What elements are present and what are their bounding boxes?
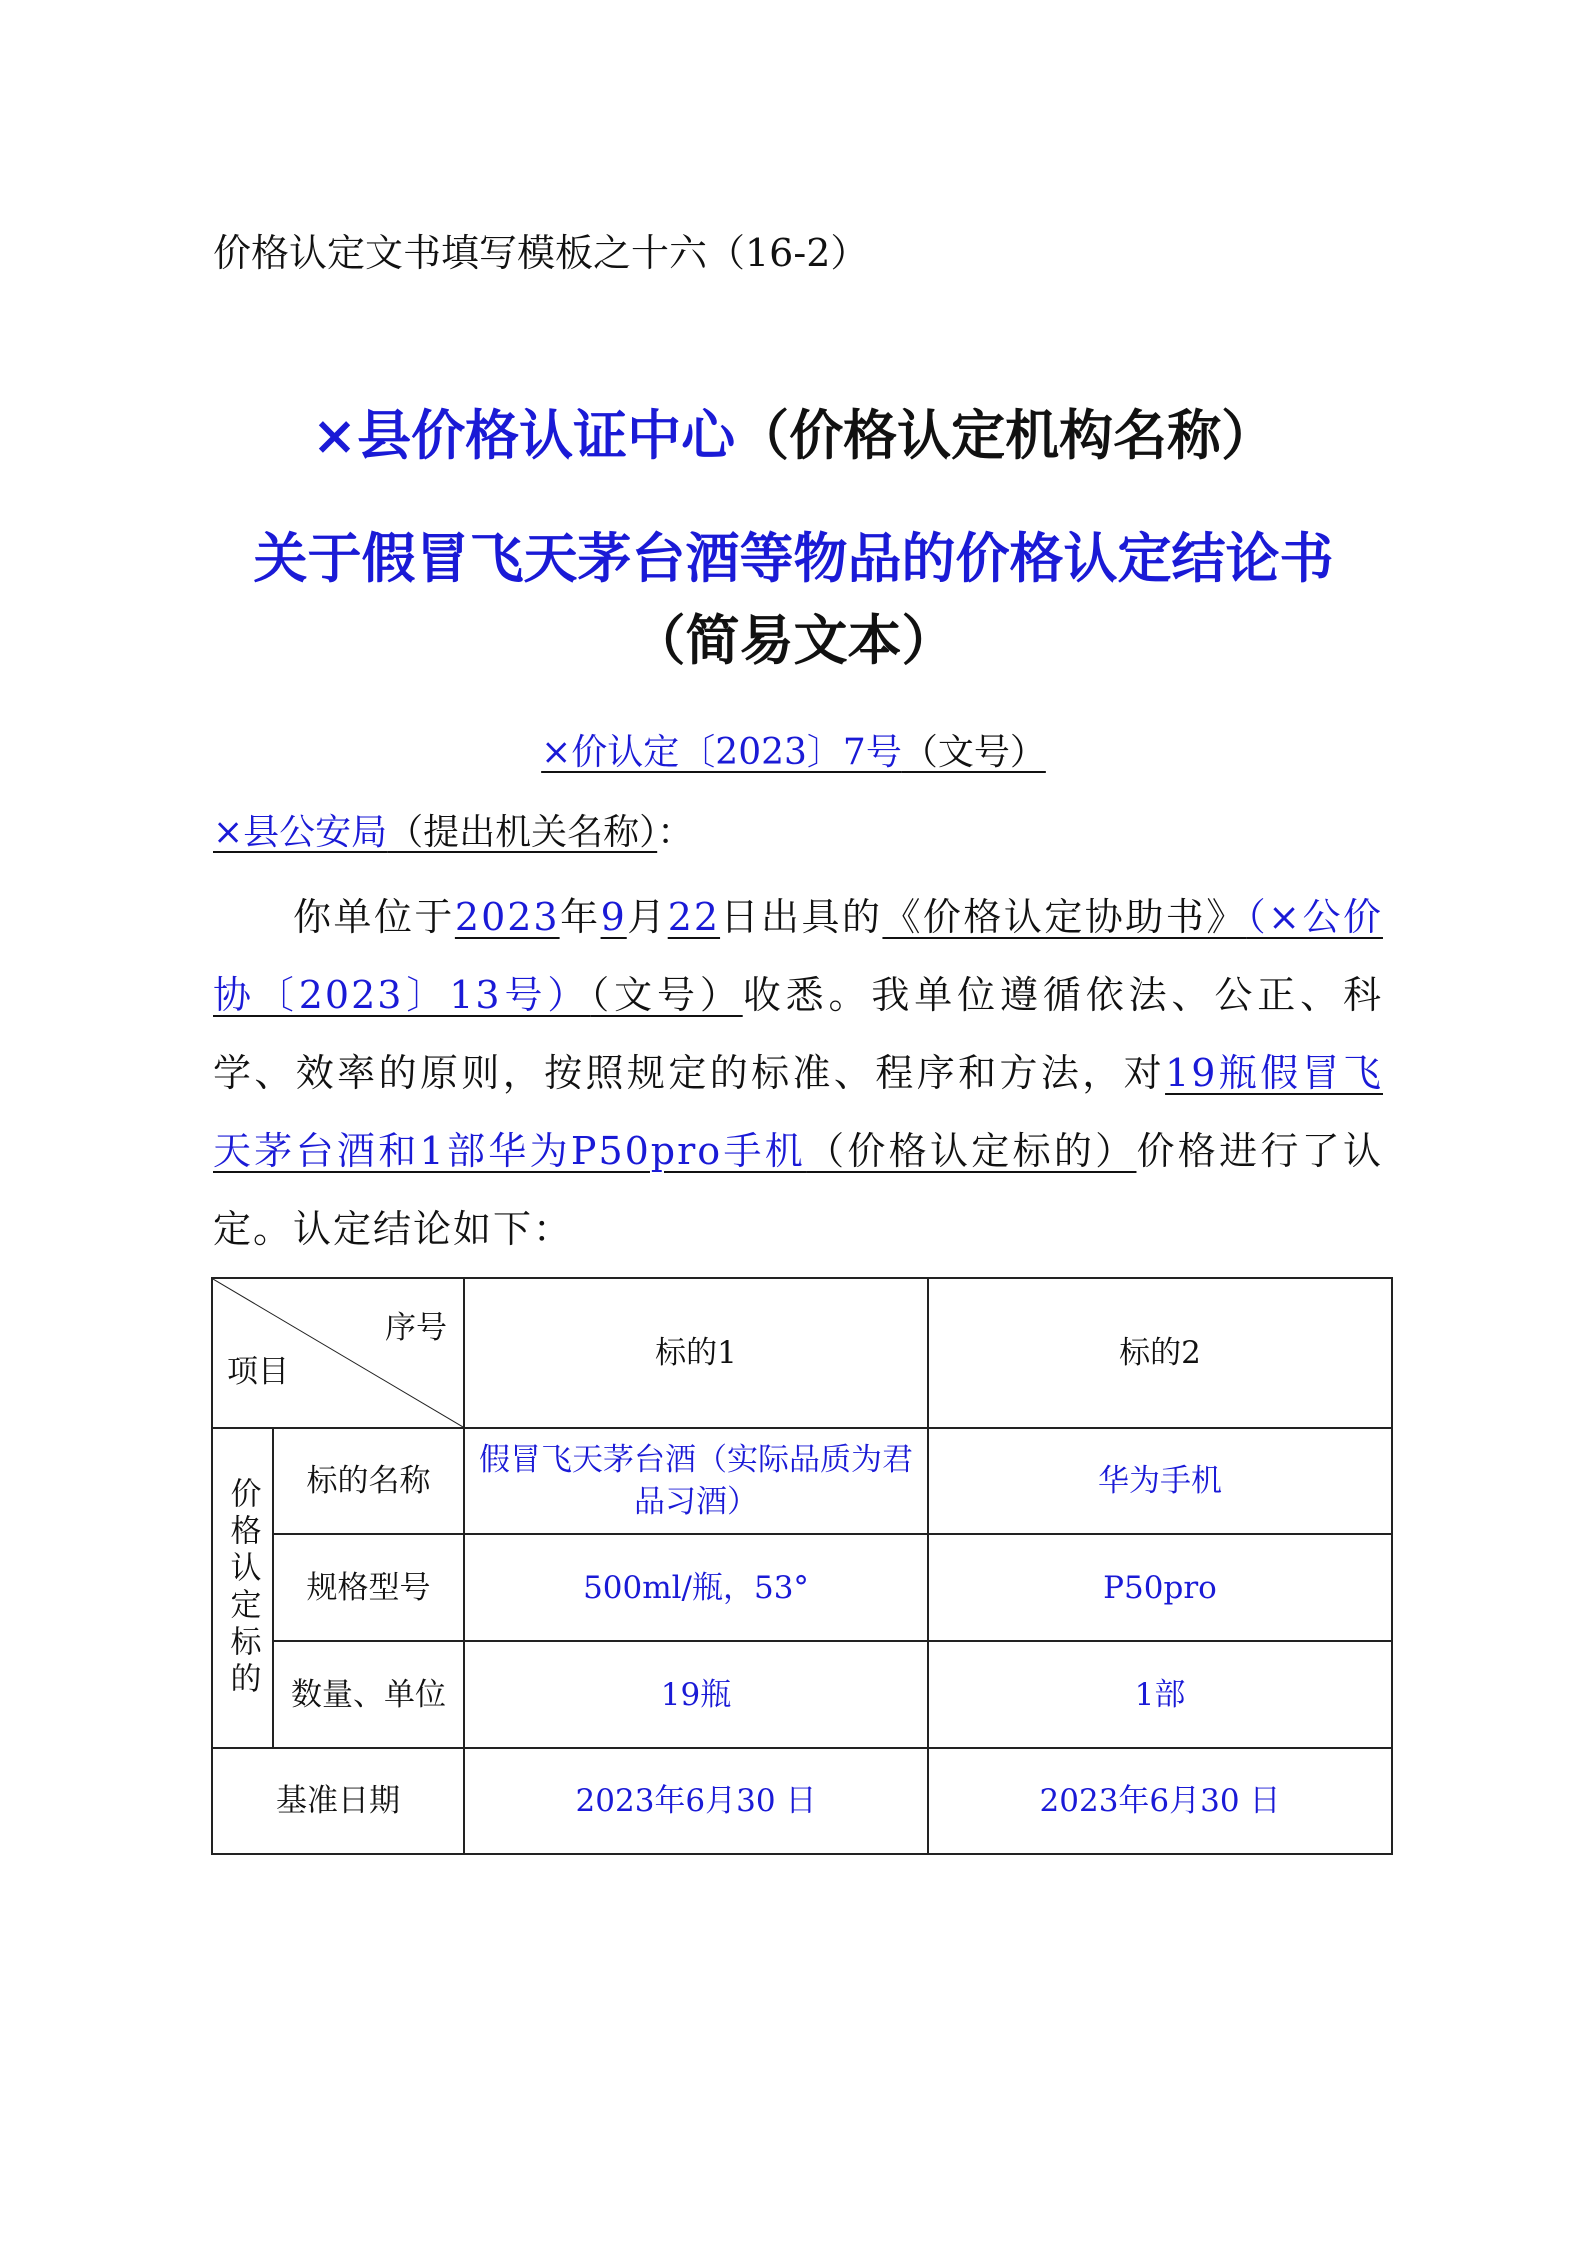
row-label: 数量、单位 xyxy=(273,1641,464,1748)
cell-value: 2023年6月30 日 xyxy=(464,1748,928,1854)
group-label: 价格认定标的 xyxy=(224,1477,261,1699)
addressee-colon: ： xyxy=(657,812,694,853)
body-text: 你单位于 xyxy=(293,895,455,939)
template-title: 价格认定文书填写模板之十六（16-2） xyxy=(213,231,869,275)
row-label: 规格型号 xyxy=(273,1534,464,1641)
assist-doc-name: 《价格认定协助书》 xyxy=(882,895,1247,939)
row-label: 基准日期 xyxy=(212,1748,464,1854)
document-number xyxy=(0,725,1587,781)
column-header-2: 标的2 xyxy=(928,1278,1392,1428)
table-row xyxy=(212,1428,1392,1534)
subject-note: （价格认定标的） xyxy=(806,1129,1137,1173)
body-text: 年 xyxy=(559,895,601,939)
document-number-fill: ×价认定〔2023〕7号 xyxy=(541,732,902,773)
cell-value: 19瓶 xyxy=(464,1641,928,1748)
subject-fill: 19瓶假冒飞天茅台酒和1部华为P50pro手机 xyxy=(213,1051,1383,1173)
cell-value: 2023年6月30 日 xyxy=(928,1748,1392,1854)
body-text: 月 xyxy=(626,895,668,939)
diagonal-header-cell xyxy=(212,1278,464,1428)
body-text: 价格进行了认定。认定结论如下： xyxy=(213,1129,1383,1251)
addressee xyxy=(213,805,693,861)
date-day-fill: 22 xyxy=(667,895,721,939)
date-month-fill: 9 xyxy=(600,895,627,939)
cell-value: 1部 xyxy=(928,1641,1392,1748)
table-header-row xyxy=(212,1278,1392,1428)
assist-doc-number-note: （文号） xyxy=(590,973,743,1017)
cell-value: 500ml/瓶，53° xyxy=(464,1534,928,1641)
diagonal-top-label: 序号 xyxy=(385,1310,447,1346)
addressee-fill: ×县公安局 xyxy=(213,812,388,853)
table-row xyxy=(212,1641,1392,1748)
body-text: 收悉。我单位遵循依法、公正、科学、效率的原则，按照规定的标准、程序和方法，对 xyxy=(213,973,1383,1095)
cell-value: P50pro xyxy=(928,1534,1392,1641)
org-heading xyxy=(0,395,1587,475)
body-paragraph xyxy=(213,878,1383,1268)
column-header-1: 标的1 xyxy=(464,1278,928,1428)
document-title: 关于假冒飞天茅台酒等物品的价格认定结论书 xyxy=(253,526,1334,590)
document-subtitle: （简易文本） xyxy=(631,608,956,672)
addressee-note: （提出机关名称） xyxy=(387,812,658,853)
body-text: 日出具的 xyxy=(720,895,883,939)
price-determination-table xyxy=(211,1277,1393,1855)
assist-doc-number-fill: （×公价协〔2023〕13号） xyxy=(213,895,1383,1017)
date-year-fill: 2023 xyxy=(454,895,560,939)
diagonal-bottom-label: 项目 xyxy=(227,1354,289,1390)
group-label-cell xyxy=(212,1428,273,1748)
cell-value: 假冒飞天茅台酒（实际品质为君品习酒） xyxy=(464,1428,928,1534)
cell-value: 华为手机 xyxy=(928,1428,1392,1534)
org-name-fill: ×县价格认证中心 xyxy=(311,403,736,467)
table-row xyxy=(212,1534,1392,1641)
document-number-note: （文号） xyxy=(901,732,1046,773)
table-row xyxy=(212,1748,1392,1854)
row-label: 标的名称 xyxy=(273,1428,464,1534)
org-name-note: （价格认定机构名称） xyxy=(735,403,1276,467)
